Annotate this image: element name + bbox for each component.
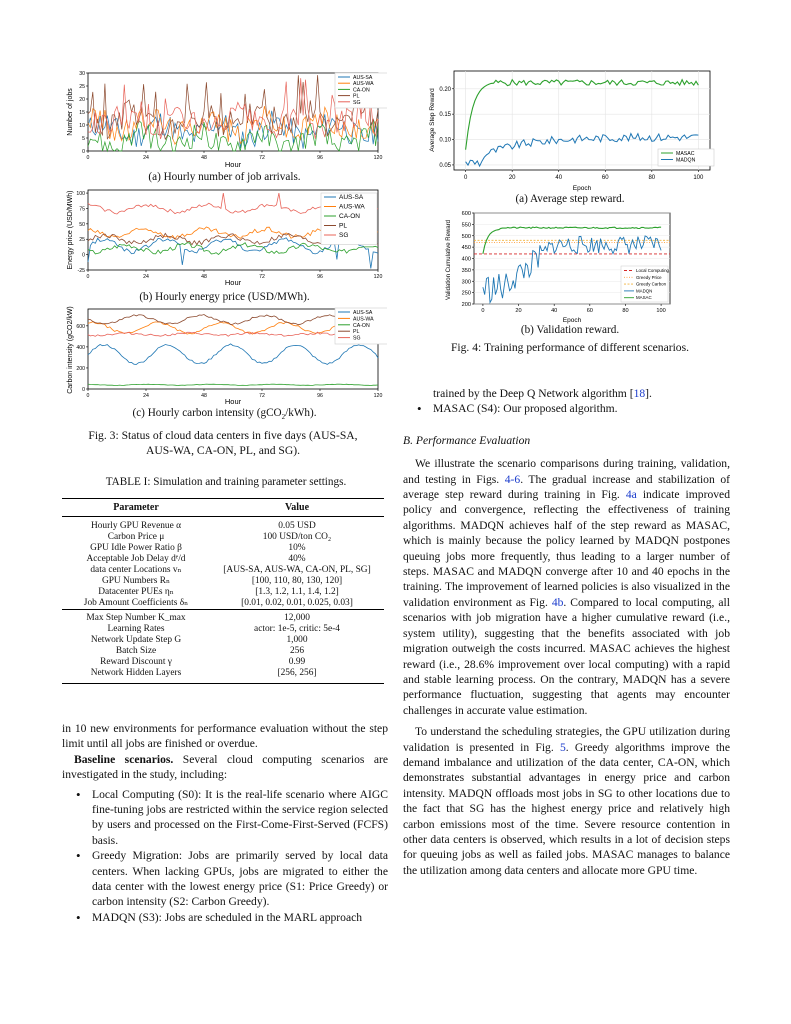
series-line xyxy=(88,344,378,365)
fig3c-legend xyxy=(335,308,387,344)
x-tick-label: 24 xyxy=(143,393,149,399)
y-tick-label: 75 xyxy=(79,206,85,213)
table-cell-parameter: GPU Idle Power Ratio β xyxy=(90,543,182,553)
fig3b-xlabel: Hour xyxy=(224,278,242,287)
madqn-cont-end: ]. xyxy=(645,387,652,400)
p2-text-b: . Greedy algorithms improve the demand imbalance and utilization of the data center, CA-ON, which demonstrates substantial advantages in energy price and carbon intensity. MADQN offloads most jobs in SG to other locations due to the fact that SG has the highest energy price and relatively high carbon emissions most of the time. Severe resource contention in other data centers is observed, which results in a lot of decision steps for queuing jobs as well as failed jobs. MASAC manages to balance the utilization among data centers and allocate more GPU time. xyxy=(403,740,730,877)
y-tick-label: 50 xyxy=(79,221,85,228)
table-cell-value: [AUS-SA, AUS-WA, CA-ON, PL, SG] xyxy=(223,565,371,575)
y-tick-label: 300 xyxy=(461,279,471,286)
table-row xyxy=(62,598,384,610)
table-cell-value: 256 xyxy=(289,646,305,656)
x-tick-label: 96 xyxy=(317,393,323,399)
legend-entry: MADQN xyxy=(676,157,696,164)
x-tick-label: 0 xyxy=(86,274,90,280)
y-tick-label: 0.10 xyxy=(439,137,451,144)
fig4a-caption: (a) Average step reward. xyxy=(515,193,625,205)
table-cell-value: 0.05 USD xyxy=(278,521,316,531)
y-tick-label: 550 xyxy=(461,222,471,229)
legend-entry: Greedy Price xyxy=(636,274,662,280)
section-heading: B. Performance Evaluation xyxy=(403,433,531,447)
figure-link-4-6[interactable]: 4-6 xyxy=(504,472,521,486)
table-cell-parameter: Hourly GPU Revenue α xyxy=(90,521,182,531)
legend-entry: CA-ON xyxy=(353,322,370,329)
y-tick-label: 0.20 xyxy=(439,86,451,93)
x-tick-label: 48 xyxy=(201,155,207,161)
y-tick-label: 10 xyxy=(79,123,85,129)
paragraph-baseline xyxy=(62,752,388,783)
x-tick-label: 72 xyxy=(259,393,265,399)
x-tick-label: 120 xyxy=(373,155,383,161)
table-cell-parameter: Learning Rates xyxy=(107,624,165,634)
table-cell-parameter: Job Amount Coefficients δₙ xyxy=(83,598,189,608)
baseline-heading: Baseline scenarios. xyxy=(74,752,174,766)
fig3a-legend xyxy=(335,73,387,108)
y-tick-label: 400 xyxy=(461,256,471,263)
legend-entry: AUS-WA xyxy=(353,316,374,323)
legend-entry: AUS-SA xyxy=(353,75,373,81)
y-tick-label: 0.15 xyxy=(439,112,451,119)
bullet-local-computing: • Local Computing (S0): It is the real-life scenario where AIGC fine-tuning jobs are restricted within the service region selected by users and processed on the First-Come-First-Served (FCFS) basis. xyxy=(62,787,388,849)
table-cell-value: 0.99 xyxy=(288,657,306,667)
fig4a-ylabel: Average Step Reward xyxy=(429,88,436,152)
fig4a-legend xyxy=(658,149,714,166)
table-row xyxy=(62,576,384,587)
legend-entry: MADQN xyxy=(636,288,653,294)
fig4b-xlabel: Epoch xyxy=(562,317,582,324)
y-tick-label: 25 xyxy=(79,237,85,244)
x-tick-label: 0 xyxy=(86,155,90,161)
table-row xyxy=(62,517,384,533)
fig3b-chart xyxy=(62,186,387,292)
legend-entry: PL xyxy=(339,222,347,230)
legend-entry: PL xyxy=(353,329,360,336)
table-row xyxy=(62,543,384,554)
fig3c-caption xyxy=(62,406,387,424)
x-tick-label: 20 xyxy=(508,175,516,181)
table-cell-value: [100, 110, 80, 130, 120] xyxy=(251,576,343,586)
x-tick-label: 96 xyxy=(317,155,323,161)
y-tick-label: 200 xyxy=(76,365,85,372)
table-row xyxy=(62,668,384,684)
table-cell-value: actor: 1e-5, critic: 5e-4 xyxy=(254,624,340,634)
y-tick-label: 400 xyxy=(76,344,85,351)
x-tick-label: 120 xyxy=(373,274,383,280)
p1-text-a: We illustrate the scenario comparisons during training, validation, and testing in Figs. xyxy=(403,457,730,486)
fig4b-ylabel: Validation Cumulative Reward xyxy=(446,220,452,300)
y-tick-label: 350 xyxy=(461,267,471,274)
x-tick-label: 100 xyxy=(656,308,666,314)
table-cell-parameter: Batch Size xyxy=(115,646,157,656)
x-tick-label: 20 xyxy=(515,308,522,314)
table-cell-value: 12,000 xyxy=(210,610,384,625)
fig3-caption-line1: Fig. 3: Status of cloud data centers in five days (AUS-SA, xyxy=(88,429,358,442)
fig3-caption xyxy=(48,428,398,458)
x-tick-label: 96 xyxy=(317,274,323,280)
table-cell-parameter: Reward Discount γ xyxy=(100,657,172,667)
table-cell-parameter: Datacenter PUEs ηₙ xyxy=(98,587,174,597)
figure-link-4a[interactable]: 4a xyxy=(625,488,637,502)
x-tick-label: 24 xyxy=(143,274,149,280)
x-tick-label: 80 xyxy=(622,308,629,314)
y-tick-label: 25 xyxy=(79,84,85,90)
x-tick-label: 120 xyxy=(373,393,383,399)
table-cell-value: [256, 256] xyxy=(277,668,317,678)
x-tick-label: 40 xyxy=(555,175,563,181)
fig4b-chart xyxy=(404,208,724,326)
legend-entry: PL xyxy=(353,93,360,100)
fig3c-caption-end: /kWh). xyxy=(285,407,317,419)
fig3c-caption-sub: 2 xyxy=(281,413,286,422)
x-tick-label: 40 xyxy=(551,308,558,314)
fig3c-axes xyxy=(88,309,378,389)
table-header-value: Value xyxy=(210,499,384,517)
table-row xyxy=(62,610,384,625)
fig3-caption-line2: AUS-WA, CA-ON, PL, and SG). xyxy=(146,444,300,457)
legend-entry: AUS-SA xyxy=(339,194,364,201)
table-cell-parameter: Network Update Step G xyxy=(90,635,182,645)
y-tick-label: 250 xyxy=(461,290,471,297)
series-line xyxy=(88,384,378,385)
bullet-masac: • MASAC (S4): Our proposed algorithm. xyxy=(403,401,730,416)
x-tick-label: 60 xyxy=(601,175,609,181)
table-row xyxy=(62,635,384,646)
figure-link-5[interactable]: 5 xyxy=(559,740,566,754)
table-title: TABLE I: Simulation and training parameter settings. xyxy=(105,476,347,488)
citation-link-18[interactable]: 18 xyxy=(633,387,646,400)
table-row xyxy=(62,624,384,635)
x-tick-label: 80 xyxy=(648,175,656,181)
x-tick-label: 72 xyxy=(259,155,265,161)
fig3a-series xyxy=(88,75,378,151)
table-row xyxy=(62,532,384,543)
x-tick-label: 100 xyxy=(693,175,704,181)
table-row xyxy=(62,565,384,576)
y-tick-label: 0.05 xyxy=(439,162,451,169)
fig3a-caption: (a) Hourly number of job arrivals. xyxy=(148,171,301,183)
fig4a-chart xyxy=(404,66,724,194)
paragraph-eval: in 10 new environments for performance evaluation without the step limit until all jobs are finished or overdue. xyxy=(62,722,388,751)
y-tick-label: 0 xyxy=(82,387,85,393)
legend-entry: Greedy Carbon xyxy=(636,281,667,287)
bullet-greedy-migration: • Greedy Migration: Jobs are primarily served by local data centers. When lacking GPUs, jobs are migrated to either the data center with the lowest energy price (S1: Price Greedy) or carbon intensity (S2: Carbon Greedy). xyxy=(62,848,388,910)
bullet-madqn: • MADQN (S3): Jobs are scheduled in the MARL approach xyxy=(62,910,388,925)
fig3c-chart xyxy=(62,306,387,406)
y-tick-label: 5 xyxy=(82,136,85,142)
left-column-text xyxy=(62,721,388,925)
y-tick-label: 500 xyxy=(461,233,471,240)
table-row xyxy=(62,587,384,598)
x-tick-label: 0 xyxy=(86,393,90,399)
fig3b-caption: (b) Hourly energy price (USD/MWh). xyxy=(139,291,310,303)
right-column-text xyxy=(403,386,730,878)
param-table xyxy=(62,498,384,684)
p1-text-b: . The gradual increase and stabilization of average step reward during training in Fig. xyxy=(403,472,730,502)
legend-entry: AUS-WA xyxy=(353,81,374,88)
table-header-parameter: Parameter xyxy=(62,499,210,517)
legend-entry: Local Computing xyxy=(636,268,669,273)
fig3b-ylabel: Energy price (USD/MWh) xyxy=(67,190,74,270)
table-cell-parameter: Carbon Price μ xyxy=(107,532,165,542)
x-tick-label: 0 xyxy=(481,308,485,314)
table-cell-parameter: Network Hidden Layers xyxy=(90,668,182,678)
x-tick-label: 60 xyxy=(586,308,593,314)
series-line xyxy=(88,322,378,335)
madqn-cont-text: trained by the Deep Q Network algorithm [ xyxy=(433,387,634,400)
fig4b-caption: (b) Validation reward. xyxy=(520,324,620,336)
y-tick-label: 20 xyxy=(79,97,85,103)
p2-text-a: To understand the scheduling strategies, the GPU utilization during validation is presented in Fig. xyxy=(403,725,730,754)
baseline-intro: Several cloud computing scenarios are investigated in the study, including: xyxy=(62,752,388,782)
table-row xyxy=(62,554,384,565)
legend-entry: AUS-SA xyxy=(353,310,373,316)
fig4a-xlabel: Epoch xyxy=(572,185,592,192)
x-tick-label: 0 xyxy=(463,175,468,181)
y-tick-label: 600 xyxy=(76,323,85,330)
table-cell-value: 10% xyxy=(288,543,306,553)
table-cell-value: 100 USD/ton CO₂ xyxy=(262,532,332,542)
table-row xyxy=(62,657,384,668)
y-tick-label: 15 xyxy=(79,110,85,116)
legend-entry: SG xyxy=(339,232,349,239)
p1-text-d: . Compared to local computing, all scenarios with job migration have a higher cumulative reward (i.e., system utility), suggesting that the benefits associated with job migration outweigh the costs incurred. MASAC achieves the highest reward (i.e., 28.6% improvement over local computing) with a rapid and stable learning process. On the contrary, MADQN has a severe performance fluctuation, suggesting that agents may encounter challenges in accurate value estimation. xyxy=(403,595,731,717)
fig3a-xlabel: Hour xyxy=(224,160,242,169)
table-cell-value: [1.3, 1.2, 1.1, 1.4, 1.2] xyxy=(255,587,339,597)
table-cell-value: 1,000 xyxy=(286,635,308,645)
fig3a-chart xyxy=(62,66,387,174)
legend-entry: AUS-WA xyxy=(339,203,365,211)
y-tick-label: -25 xyxy=(77,268,85,274)
fig3a-ylabel: Number of jobs xyxy=(67,88,74,136)
madqn-continuation xyxy=(403,386,730,401)
y-tick-label: 600 xyxy=(461,211,471,217)
fig3c-ylabel: Carbon intensity (gCO2/kW) xyxy=(67,306,74,394)
y-tick-label: 200 xyxy=(461,302,471,308)
table-cell-value: [0.01, 0.02, 0.01, 0.025, 0.03] xyxy=(241,598,353,608)
legend-entry: MASAC xyxy=(676,151,695,157)
paragraph-scenario-comparisons xyxy=(403,456,730,718)
paragraph-gpu-utilization xyxy=(403,724,730,878)
legend-entry: CA-ON xyxy=(353,87,370,94)
y-tick-label: 100 xyxy=(76,191,85,198)
fig3c-caption-text: (c) Hourly carbon intensity (gCO xyxy=(132,407,282,419)
p1-text-c: indicate improved policy and convergence, reflecting the effectiveness of training algorithms. MADQN achieves half of the step reward as MASAC, which is mainly because the policy learned by MADQN postpones queuing jobs more frequently, thus leading to a larger number of steps. MASAC and MADQN converge after 10 and 40 epochs in the training. The improvement of learned policies is also visualized in the validation environment as Fig. xyxy=(403,488,730,609)
fig4b-legend xyxy=(621,266,670,302)
table-row xyxy=(62,646,384,657)
x-tick-label: 48 xyxy=(201,274,207,280)
legend-entry: MASAC xyxy=(636,295,652,301)
fig3b-legend xyxy=(321,193,377,245)
x-tick-label: 72 xyxy=(259,274,265,280)
x-tick-label: 48 xyxy=(201,393,207,399)
series-line xyxy=(88,315,378,325)
legend-entry: CA-ON xyxy=(339,213,360,220)
y-tick-label: 30 xyxy=(79,71,85,77)
table-cell-value: 40% xyxy=(288,554,306,564)
fig3c-series xyxy=(88,315,378,386)
legend-entry: SG xyxy=(353,99,361,106)
x-tick-label: 24 xyxy=(143,155,149,161)
table-cell-parameter: Max Step Number K_max xyxy=(62,610,210,625)
legend-entry: SG xyxy=(353,335,361,342)
table-cell-parameter: Acceptable Job Delay dᵉ/d xyxy=(86,554,186,564)
y-tick-label: 450 xyxy=(461,245,471,252)
fig3c-xlabel: Hour xyxy=(224,397,242,406)
fig4-caption: Fig. 4: Training performance of different scenarios. xyxy=(450,341,690,354)
y-tick-label: 0 xyxy=(82,252,85,259)
table-cell-parameter: data center Locations vₙ xyxy=(90,565,182,575)
table-cell-parameter: GPU Numbers Rₙ xyxy=(101,576,171,586)
figure-link-4b[interactable]: 4b xyxy=(551,595,564,609)
y-tick-label: 0 xyxy=(82,149,85,155)
